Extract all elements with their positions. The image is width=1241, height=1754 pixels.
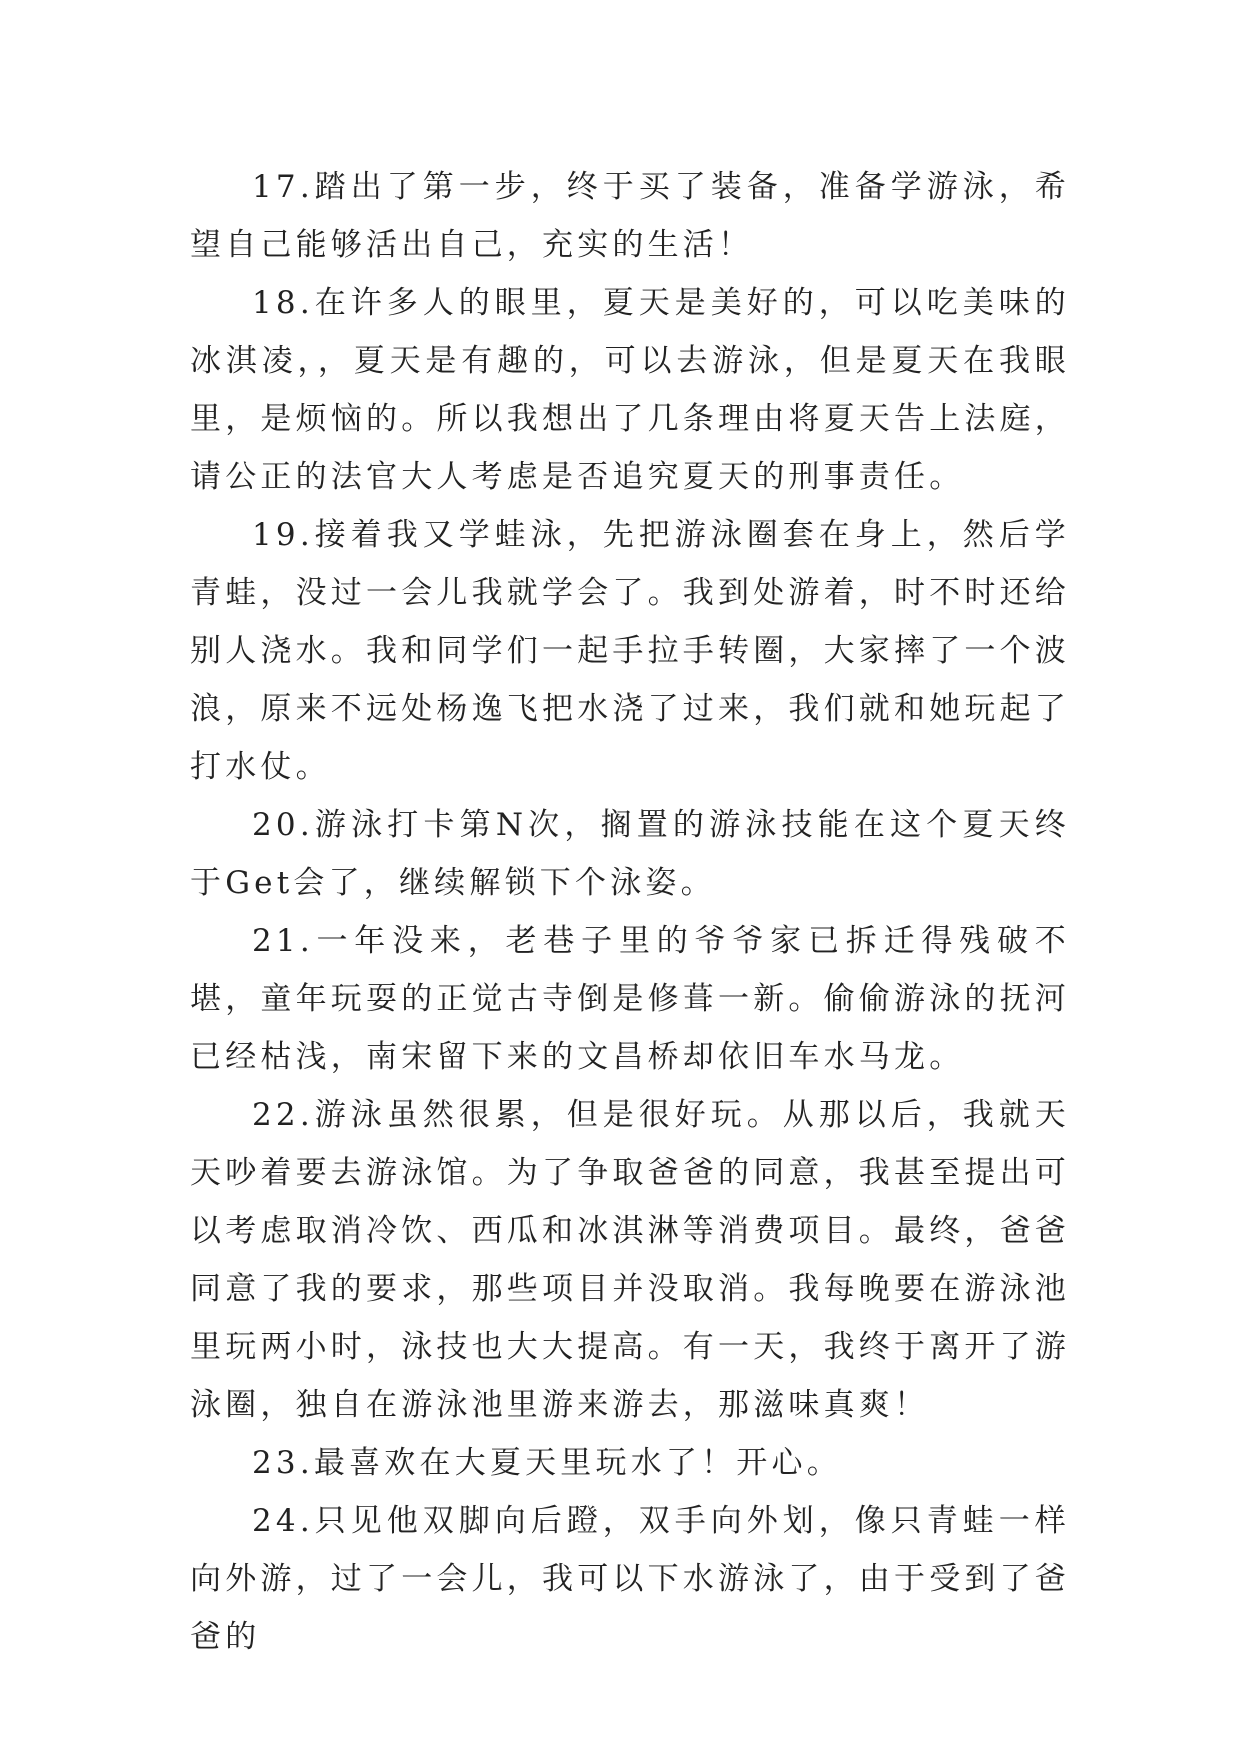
paragraph-22: 22.游泳虽然很累，但是很好玩。从那以后，我就天天吵着要去游泳馆。为了争取爸爸的同意，我甚至提出可以考虑取消冷饮、西瓜和冰淇淋等消费项目。最终，爸爸同意了我的要求，那些项目并没取消。我每晚要在游泳池里玩两小时，泳技也大大提高。有一天，我终于离开了游泳圈，独自在游泳池里游来游去，那滋味真爽！ (190, 1097, 1070, 1423)
paragraph-18: 18.在许多人的眼里，夏天是美好的，可以吃美味的冰淇凌，，夏天是有趣的，可以去游泳，但是夏天在我眼里，是烦恼的。所以我想出了几条理由将夏天告上法庭，请公正的法官大人考虑是否追究夏天的刑事责任。 (190, 285, 1070, 495)
paragraph-19: 19.接着我又学蛙泳，先把游泳圈套在身上，然后学青蛙，没过一会儿我就学会了。我到处游着，时不时还给别人浇水。我和同学们一起手拉手转圈，大家摔了一个波浪，原来不远处杨逸飞把水浇了过来，我们就和她玩起了打水仗。 (190, 517, 1070, 785)
document-body (190, 158, 1070, 1666)
paragraph-23: 23.最喜欢在大夏天里玩水了！开心。 (252, 1445, 842, 1481)
paragraph-21: 21.一年没来，老巷子里的爷爷家已拆迁得残破不堪，童年玩耍的正觉古寺倒是修葺一新。偷偷游泳的抚河已经枯浅，南宋留下来的文昌桥却依旧车水马龙。 (190, 923, 1070, 1075)
paragraph-20: 20.游泳打卡第N次，搁置的游泳技能在这个夏天终于Get会了，继续解锁下个泳姿。 (190, 807, 1070, 901)
paragraph-17: 17.踏出了第一步，终于买了装备，准备学游泳，希望自己能够活出自己，充实的生活！ (190, 169, 1070, 263)
paragraph-24: 24.只见他双脚向后蹬，双手向外划，像只青蛙一样向外游，过了一会儿，我可以下水游泳了，由于受到了爸爸的 (190, 1503, 1070, 1655)
